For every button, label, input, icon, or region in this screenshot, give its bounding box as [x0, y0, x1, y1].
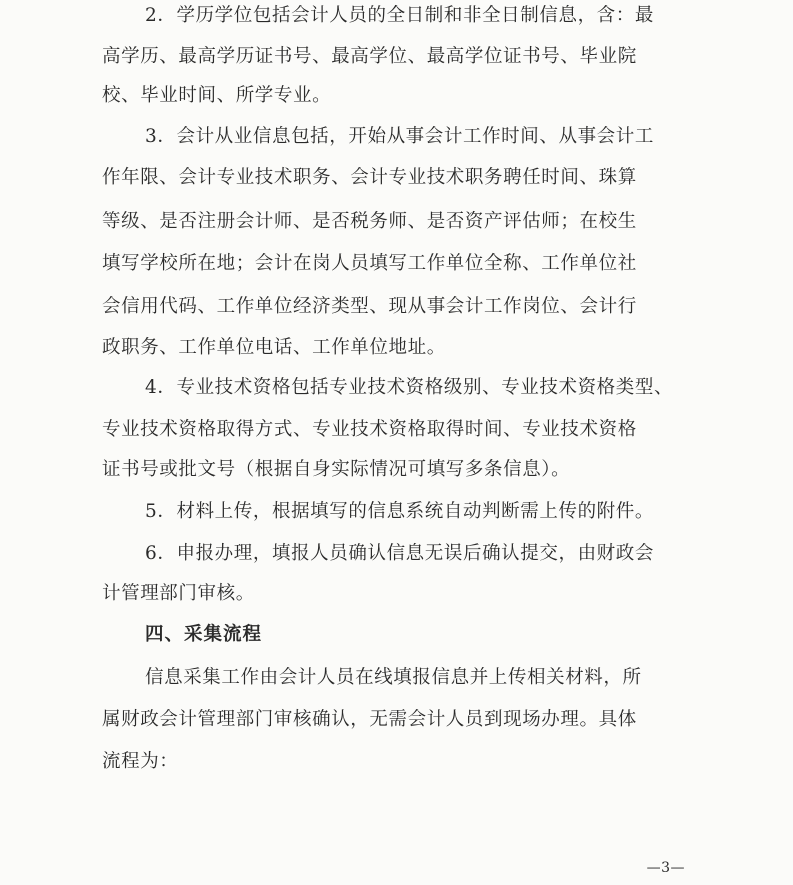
text-line: 3．会计从业信息包括，开始从事会计工作时间、从事会计工 [145, 126, 654, 147]
text-line: 计管理部门审核。 [102, 583, 255, 604]
text-line: 流程为： [102, 751, 179, 772]
text-line: 属财政会计管理部门审核确认，无需会计人员到现场办理。具体 [102, 709, 637, 730]
text-line: 等级、是否注册会计师、是否税务师、是否资产评估师；在校生 [102, 211, 637, 232]
text-line: 会信用代码、工作单位经济类型、现从事会计工作岗位、会计行 [102, 296, 637, 317]
text-line: 信息采集工作由会计人员在线填报信息并上传相关材料，所 [145, 667, 642, 688]
text-line: 校、毕业时间、所学专业。 [102, 85, 332, 106]
text-line: 填写学校所在地；会计在岗人员填写工作单位全称、工作单位社 [102, 253, 637, 274]
text-line: 高学历、最高学历证书号、最高学位、最高学位证书号、毕业院 [102, 46, 637, 67]
text-line: 证书号或批文号（根据自身实际情况可填写多条信息）。 [102, 459, 571, 480]
text-line: 政职务、工作单位电话、工作单位地址。 [102, 337, 446, 358]
page-number: —3— [646, 860, 685, 876]
text-line: 作年限、会计专业技术职务、会计专业技术职务聘任时间、珠算 [102, 167, 637, 188]
text-line: 专业技术资格取得方式、专业技术资格取得时间、专业技术资格 [102, 419, 637, 440]
text-line: 2．学历学位包括会计人员的全日制和非全日制信息，含：最 [145, 5, 654, 26]
text-line: 4．专业技术资格包括专业技术资格级别、专业技术资格类型、 [145, 377, 674, 398]
text-line: 6．申报办理，填报人员确认信息无误后确认提交，由财政会 [145, 543, 654, 564]
section-heading: 四、采集流程 [145, 624, 263, 645]
text-line: 5．材料上传，根据填写的信息系统自动判断需上传的附件。 [145, 501, 654, 522]
